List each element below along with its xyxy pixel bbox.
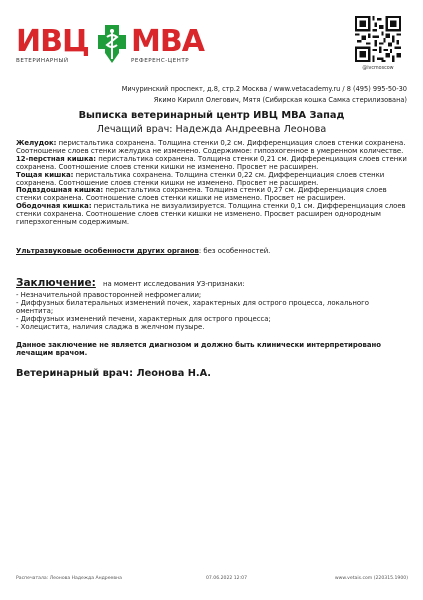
disclaimer: Данное заключение не является диагнозом и должно быть клинически интерпретировано лечащим врачом. bbox=[16, 341, 382, 358]
finding-label: 12-перстная кишка: bbox=[16, 154, 97, 163]
conclusion-list bbox=[16, 292, 408, 332]
finding-text: перистальтика сохранена. Толщина стенки 0,2 см. Дифференциация слоев стенки сохранена. Соотношение слоев стенки желудка не изменено. Содержимое: гипоэхогенное в умеренном количестве. bbox=[16, 139, 406, 155]
finding-label: Ободочная кишка: bbox=[16, 202, 92, 211]
vet-signature: Ветеринарный врач: Леонова Н.А. bbox=[16, 368, 211, 379]
conclusion-item: - Диффузных изменений печени, характерных для острого процесса; bbox=[16, 314, 271, 323]
conclusion-header bbox=[16, 271, 245, 290]
clinic-contact-line: Мичуринский проспект, д.8, стр.2 Москва / www.vetacademy.ru / 8 (495) 995-50-30 bbox=[121, 85, 407, 93]
finding-text: перистальтика сохранена. Толщина стенки 0,27 см. Дифференциация слоев стенки сохранена. Соотношение слоев стенки кишки не изменено. Просвет не расширен. bbox=[16, 186, 387, 203]
document-title: Выписка ветеринарный центр ИВЦ МВА Запад bbox=[78, 110, 345, 121]
clinic-logo bbox=[16, 24, 204, 68]
qr-caption: @ivcmoscow bbox=[362, 66, 394, 71]
finding-item bbox=[16, 140, 408, 156]
finding-item bbox=[16, 187, 408, 203]
attending-doctor: Лечащий врач: Надежда Андреевна Леонова bbox=[96, 124, 327, 135]
finding-label: Желудок: bbox=[16, 139, 57, 147]
finding-label: Подвздошная кишка: bbox=[16, 186, 104, 195]
logo-word-left: ИВЦ bbox=[16, 24, 89, 59]
conclusion-item: - Незначительной правосторонней нефромегалии; bbox=[16, 291, 202, 299]
other-organs-label: Ультразвуковые особенности других органов bbox=[16, 247, 199, 255]
qr-code-icon bbox=[355, 16, 401, 62]
finding-item bbox=[16, 172, 408, 188]
conclusion-item: - Холецистита, наличия сладжа в желчном пузыре. bbox=[16, 322, 205, 331]
finding-text: перистальтика сохранена. Толщина стенки 0,22 см. Дифференциация слоев стенки сохранена. Соотношение слоев стенки кишки не изменено. Просвет не расширен. bbox=[16, 170, 385, 187]
finding-item bbox=[16, 203, 408, 227]
finding-text: перистальтика сохранена. Толщина стенки 0,21 см. Дифференциация слоев стенки сохранена. Соотношение слоев стенки кишки не изменено. Просвет не расширен. bbox=[16, 154, 407, 171]
vet-emblem-icon bbox=[96, 23, 128, 65]
conclusion-item: - Диффузных билатеральных изменений почек, характерных для острого процесса, локального оментита; bbox=[16, 298, 369, 315]
conclusion-title: Заключение: bbox=[16, 277, 96, 289]
finding-item bbox=[16, 156, 408, 172]
finding-text: перистальтика не визуализируется. Толщина стенки 0,1 см. Дифференциация слоев стенки сохранена. Соотношение слоев стенки кишки не изменено. Просвет расширен однородным гиперэхогенным содержимым. bbox=[16, 202, 406, 227]
conclusion-intro: на момент исследования УЗ-признаки: bbox=[102, 280, 245, 288]
patient-line: Якимо Кирилл Олегович, Мятя (Сибирская кошка Самка стерилизована) bbox=[153, 96, 407, 104]
logo-subtitle-left: ВЕТЕРИНАРНЫЙ bbox=[16, 58, 69, 64]
footer-printed-by: Распечатала: Леонова Надежда Андреевна bbox=[16, 576, 122, 581]
logo-subtitle-right: РЕФЕРЕНС-ЦЕНТР bbox=[131, 58, 190, 64]
logo-word-right: МВА bbox=[131, 24, 204, 59]
other-organs-text: : без особенностей. bbox=[198, 247, 271, 255]
finding-label: Тощая кишка: bbox=[16, 170, 74, 179]
footer-software: www.vetais.com (220315.1900) bbox=[334, 576, 408, 581]
findings-section bbox=[16, 140, 408, 227]
other-organs-line bbox=[16, 247, 270, 255]
footer-timestamp: 07.06.2022 12:07 bbox=[206, 576, 248, 581]
